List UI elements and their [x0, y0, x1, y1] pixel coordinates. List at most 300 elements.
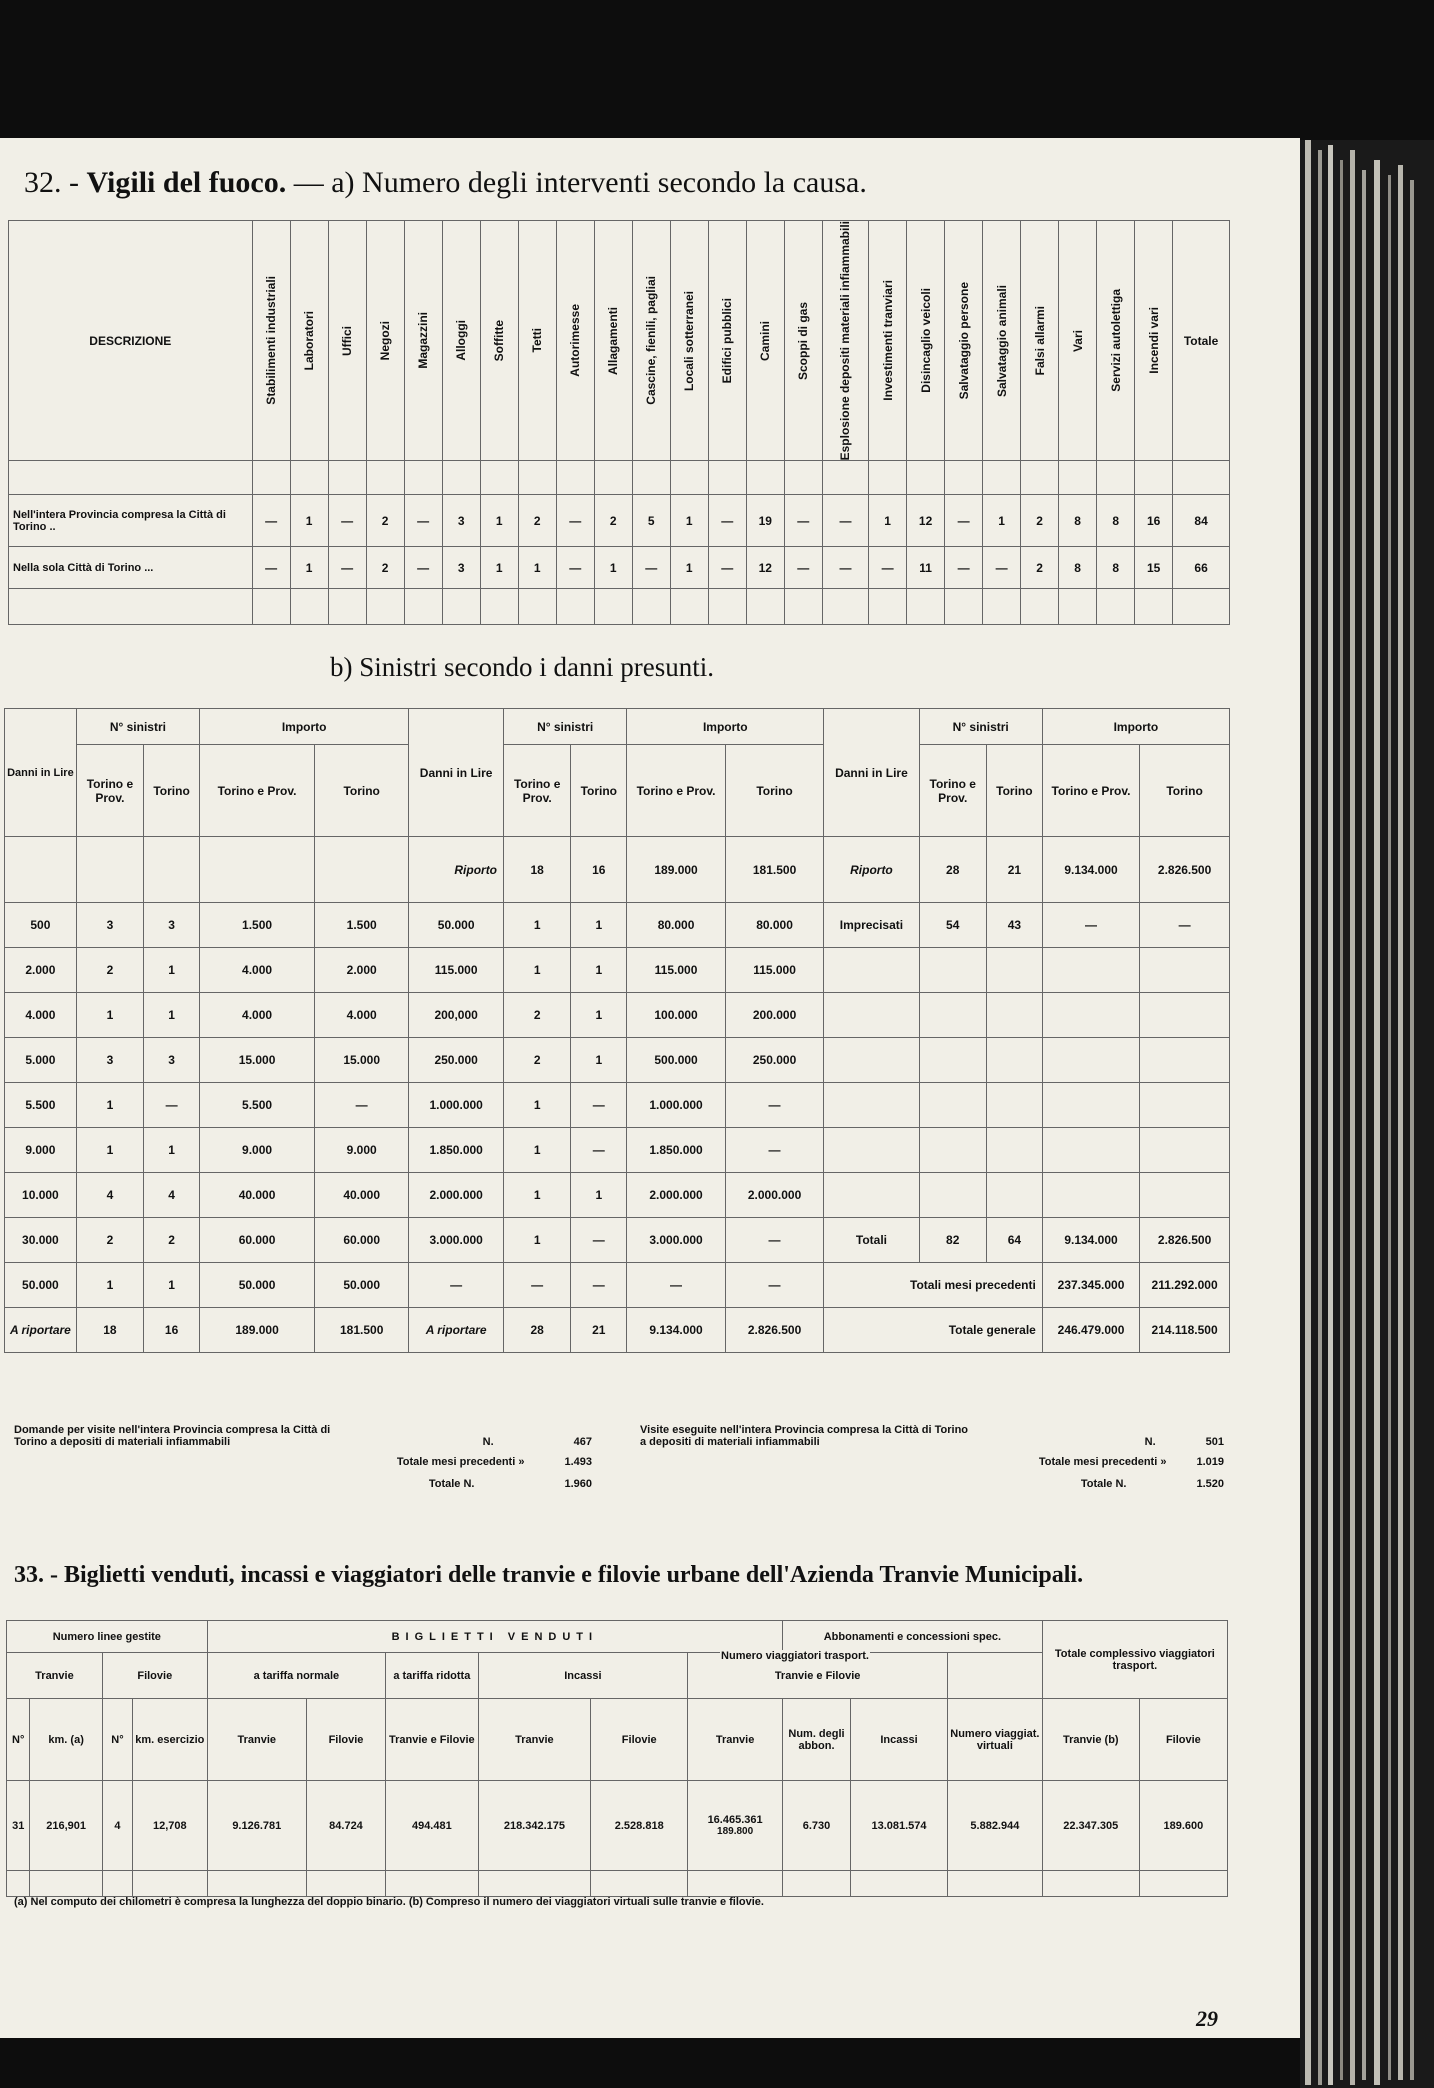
section-b-heading: b) Sinistri secondo i danni presunti. [330, 652, 714, 682]
col-header: Scoppi di gas [784, 221, 822, 461]
cell: 1 [504, 1218, 571, 1263]
col-header: Alloggi [442, 221, 480, 461]
cell: 1.000.000 [409, 1083, 504, 1128]
cell: 1 [144, 993, 200, 1038]
causes-bottom-spacer [9, 589, 1230, 625]
cell: 214.118.500 [1140, 1308, 1230, 1353]
note-label: Totale mesi precedenti » [1038, 1456, 1167, 1468]
damages-row [5, 1083, 1230, 1128]
cell: 50.000 [315, 1263, 409, 1308]
cell: 1 [504, 1173, 571, 1218]
cell: — [708, 495, 746, 547]
cell: — [556, 495, 594, 547]
cell: 10.000 [5, 1173, 77, 1218]
cell: 3.000.000 [627, 1218, 726, 1263]
claims-header: N° sinistri [76, 709, 199, 745]
damages-header-row1 [5, 709, 1230, 745]
subheader: Torino e Prov. [627, 745, 726, 837]
cell: 12 [746, 547, 784, 589]
total-header: Totale [1173, 221, 1230, 461]
cell: 115.000 [725, 948, 824, 993]
cell: 189.000 [200, 1308, 315, 1353]
cell: 9.134.000 [1042, 1218, 1139, 1263]
cell: — [571, 1083, 627, 1128]
cell: 3 [144, 1038, 200, 1083]
cell: — [725, 1263, 824, 1308]
damages-row [5, 903, 1230, 948]
cell: 28 [504, 1308, 571, 1353]
cell: 12,708 [132, 1781, 207, 1871]
damages-row [5, 1038, 1230, 1083]
cell: 12 [907, 495, 945, 547]
cell: 30.000 [5, 1218, 77, 1263]
col-header: Esplosione depositi materiali infiammabili [822, 221, 868, 461]
cell: — [708, 547, 746, 589]
subheader: Torino e Prov. [200, 745, 315, 837]
cell: 22.347.305 [1042, 1781, 1139, 1871]
cell: 2 [144, 1218, 200, 1263]
cell: 2 [366, 495, 404, 547]
cell: 18 [504, 837, 571, 903]
cell: 2.826.500 [1140, 1218, 1230, 1263]
note-line: a depositi di materiali infiammabili [640, 1436, 820, 1448]
cell: 1 [144, 948, 200, 993]
cell: 189.600 [1139, 1781, 1227, 1871]
cell: 1 [480, 495, 518, 547]
col-trolley: Filovie [306, 1699, 385, 1781]
amount-header: Importo [1042, 709, 1229, 745]
cell: 21 [986, 837, 1042, 903]
cell: 1 [144, 1263, 200, 1308]
col-header: Soffitte [480, 221, 518, 461]
carry-over-label: A riportare [409, 1308, 504, 1353]
causes-header-row [9, 221, 1230, 461]
cell: — [571, 1128, 627, 1173]
cell: 4.000 [200, 948, 315, 993]
damages-row [5, 1263, 1230, 1308]
cell: — [404, 547, 442, 589]
damages-row [5, 948, 1230, 993]
section-32-heading: 32. - Vigili del fuoco. — a) Numero degli interventi secondo la causa. [24, 166, 867, 199]
causes-row-provincia [9, 495, 1230, 547]
cell: — [252, 547, 290, 589]
col-header: Magazzini [404, 221, 442, 461]
cell: — [822, 495, 868, 547]
cell: 9.126.781 [207, 1781, 306, 1871]
cell: — [784, 495, 822, 547]
cell: 189.000 [627, 837, 726, 903]
col-header: Autorimesse [556, 221, 594, 461]
col-km-service: km. esercizio [132, 1699, 207, 1781]
cell: 1 [594, 547, 632, 589]
cell: 2 [504, 993, 571, 1038]
cell: 2.826.500 [725, 1308, 824, 1353]
grand-total-label: Totale generale [824, 1308, 1043, 1353]
cell: 200,000 [409, 993, 504, 1038]
cell: 5.500 [200, 1083, 315, 1128]
col-tram-trolley: Tranvie e Filovie [386, 1699, 479, 1781]
cell: 9.134.000 [627, 1308, 726, 1353]
cell: 9.000 [315, 1128, 409, 1173]
cell: 28 [919, 837, 986, 903]
cell: — [315, 1083, 409, 1128]
cell: 1 [76, 1083, 143, 1128]
tickets-data-row [7, 1781, 1228, 1871]
col-header: Cascine, fienili, pagliai [632, 221, 670, 461]
col-n: N° [7, 1699, 30, 1781]
damages-foot-row [5, 1308, 1230, 1353]
cell: 500 [5, 903, 77, 948]
cell: 15 [1135, 547, 1173, 589]
subheader: Torino [144, 745, 200, 837]
damages-header: Danni in Lire [5, 709, 77, 837]
cell: — [409, 1263, 504, 1308]
description-header: DESCRIZIONE [9, 221, 253, 461]
cell: 9.134.000 [1042, 837, 1139, 903]
claims-header: N° sinistri [504, 709, 627, 745]
cell: 54 [919, 903, 986, 948]
cell: 13.081.574 [851, 1781, 948, 1871]
cell: 2.528.818 [591, 1781, 688, 1871]
inspection-requests-note [14, 1424, 592, 1500]
cell: — [632, 547, 670, 589]
note-value: 467 [573, 1436, 592, 1448]
cell: 100.000 [627, 993, 726, 1038]
cell: 494.481 [386, 1781, 479, 1871]
cell: 2 [76, 1218, 143, 1263]
inspections-note [640, 1424, 1224, 1500]
cell: 8 [1097, 547, 1135, 589]
causes-row-citta [9, 547, 1230, 589]
col-header: Salvataggio persone [945, 221, 983, 461]
col-header: Falsi allarmi [1021, 221, 1059, 461]
note-label: N. [1144, 1436, 1156, 1448]
page-number: 29 [1196, 2006, 1218, 2031]
carry-over-label: A riportare [5, 1308, 77, 1353]
cell: 200.000 [725, 993, 824, 1038]
cell: 1 [571, 1173, 627, 1218]
cell: 16 [144, 1308, 200, 1353]
cell: — [725, 1218, 824, 1263]
cell: 1 [571, 993, 627, 1038]
cell: 50.000 [409, 903, 504, 948]
total-cell: 66 [1173, 547, 1230, 589]
cell: 1.850.000 [627, 1128, 726, 1173]
subheader: Torino [315, 745, 409, 837]
cell: — [404, 495, 442, 547]
note-value: 1.493 [564, 1456, 592, 1468]
claims-header: N° sinistri [919, 709, 1042, 745]
cell: 1 [670, 495, 708, 547]
cell: 82 [919, 1218, 986, 1263]
col-header: Investimenti tranviari [869, 221, 907, 461]
causes-spacer-row [9, 461, 1230, 495]
col-tram-b: Tranvie (b) [1042, 1699, 1139, 1781]
cell: 2.000 [315, 948, 409, 993]
cell: 40.000 [200, 1173, 315, 1218]
cell: 9.000 [5, 1128, 77, 1173]
amount-header: Importo [627, 709, 824, 745]
subheader: Torino e Prov. [1042, 745, 1139, 837]
col-header: Uffici [328, 221, 366, 461]
cell: 3 [442, 495, 480, 547]
note-label: Totale N. [1080, 1478, 1127, 1490]
note-label: Totale mesi precedenti » [396, 1456, 525, 1468]
cell: 211.292.000 [1140, 1263, 1230, 1308]
cell: 5.000 [5, 1038, 77, 1083]
carry-forward-label: Riporto [824, 837, 919, 903]
cell: — [556, 547, 594, 589]
cell: — [1042, 903, 1139, 948]
trolley-header: Filovie [102, 1653, 207, 1699]
subheader: Torino [986, 745, 1042, 837]
cell: 4 [76, 1173, 143, 1218]
tram-trolley-header: Tranvie e Filovie [688, 1653, 948, 1699]
cell: 2.000.000 [627, 1173, 726, 1218]
col-header: Edifici pubblici [708, 221, 746, 461]
cell: 43 [986, 903, 1042, 948]
cell: 1 [480, 547, 518, 589]
row-label: Nell'intera Provincia compresa la Città di Torino .. [9, 495, 253, 547]
cell: 216,901 [30, 1781, 102, 1871]
cell: 8 [1059, 547, 1097, 589]
cell: — [945, 547, 983, 589]
damages-table [4, 708, 1230, 1353]
row-label: Nella sola Città di Torino ... [9, 547, 253, 589]
cell: — [627, 1263, 726, 1308]
cell: 1.500 [200, 903, 315, 948]
cell: — [571, 1218, 627, 1263]
cell: 3.000.000 [409, 1218, 504, 1263]
cell: 1 [76, 1263, 143, 1308]
cell: 4 [144, 1173, 200, 1218]
col-header: Negozi [366, 221, 404, 461]
cell: 80.000 [627, 903, 726, 948]
cell: 31 [7, 1781, 30, 1871]
col-header: Tetti [518, 221, 556, 461]
cell: — [144, 1083, 200, 1128]
cell: 1 [571, 948, 627, 993]
col-virtual-passengers: Numero viaggiat. virtuali [948, 1699, 1043, 1781]
tickets-header-row3 [7, 1699, 1228, 1781]
carry-forward-label: Riporto [409, 837, 504, 903]
cell: — [822, 547, 868, 589]
cell: 15.000 [200, 1038, 315, 1083]
note-value: 1.019 [1196, 1456, 1224, 1468]
cell: 64 [986, 1218, 1042, 1263]
cell: 2.000 [5, 948, 77, 993]
cell: 4.000 [200, 993, 315, 1038]
cell: 5 [632, 495, 670, 547]
passenger-filovie-value: 189.800 [717, 1826, 754, 1837]
subheader: Torino e Prov. [504, 745, 571, 837]
col-header: Camini [746, 221, 784, 461]
col-header: Disincaglio veicoli [907, 221, 945, 461]
col-header: Servizi autolettiga [1097, 221, 1135, 461]
total-cell: 84 [1173, 495, 1230, 547]
col-n: N° [102, 1699, 132, 1781]
cell: 9.000 [200, 1128, 315, 1173]
prev-months-label: Totali mesi precedenti [824, 1263, 1043, 1308]
cell: — [725, 1128, 824, 1173]
cell: 16 [571, 837, 627, 903]
cell: 1 [504, 1083, 571, 1128]
section-subtitle: a) Numero degli interventi secondo la causa. [331, 166, 867, 199]
col-tram: Tranvie [207, 1699, 306, 1781]
note-label: N. [482, 1436, 494, 1448]
cell: 1.500 [315, 903, 409, 948]
damages-row [5, 1173, 1230, 1218]
col-header: Incendi vari [1135, 221, 1173, 461]
cell: 2.826.500 [1140, 837, 1230, 903]
cell: 2 [1021, 495, 1059, 547]
tickets-spacer-row [7, 1871, 1228, 1897]
col-header: Locali sotterranei [670, 221, 708, 461]
note-line: Torino a depositi di materiali infiammabili [14, 1436, 231, 1448]
col-header: Laboratori [290, 221, 328, 461]
cell: 5.882.944 [948, 1781, 1043, 1871]
col-subscribers: Num. degli abbon. [782, 1699, 850, 1781]
note-label: Totale N. [428, 1478, 475, 1490]
subheader: Torino e Prov. [76, 745, 143, 837]
cell: 1 [504, 1128, 571, 1173]
note-value: 501 [1205, 1436, 1224, 1448]
cell: 1 [869, 495, 907, 547]
note-line: Domande per visite nell'intera Provincia compresa la Città di [14, 1424, 331, 1436]
passengers-header-label: Numero viaggiatori trasport. [721, 1650, 869, 1662]
cell: 2 [594, 495, 632, 547]
col-header: Vari [1059, 221, 1097, 461]
cell: 1 [290, 547, 328, 589]
tram-header: Tranvie [7, 1653, 103, 1699]
cell: 60.000 [200, 1218, 315, 1263]
cell: 1 [518, 547, 556, 589]
cell: 181.500 [725, 837, 824, 903]
cell: 115.000 [627, 948, 726, 993]
cell: — [571, 1263, 627, 1308]
cell: 1.000.000 [627, 1083, 726, 1128]
cell: 11 [907, 547, 945, 589]
cell: — [784, 547, 822, 589]
section-title: Vigili del fuoco. [86, 166, 287, 199]
normal-fare-header: a tariffa normale [207, 1653, 385, 1699]
cell: 250.000 [725, 1038, 824, 1083]
amount-header: Importo [200, 709, 409, 745]
cell: 2.000.000 [725, 1173, 824, 1218]
footnote: (a) Nel computo dei chilometri è compresa la lunghezza del doppio binario. (b) Compreso il numero dei viaggiatori virtuali sulle tranvie e filovie. [14, 1896, 764, 1908]
cell: — [252, 495, 290, 547]
cell: 18 [76, 1308, 143, 1353]
cell: 15.000 [315, 1038, 409, 1083]
tickets-sold-header: BIGLIETTI VENDUTI [207, 1621, 782, 1653]
causes-table [8, 220, 1230, 625]
cell: 237.345.000 [1042, 1263, 1139, 1308]
col-header: Stabilimenti industriali [252, 221, 290, 461]
damages-header: Danni in Lire [409, 709, 504, 837]
section-33-heading: 33. - Biglietti venduti, incassi e viaggiatori delle tranvie e filovie urbane dell'Azienda Tranvie Municipali. [14, 1562, 1084, 1588]
cell: 4.000 [5, 993, 77, 1038]
cell: — [328, 495, 366, 547]
col-receipts: Incassi [851, 1699, 948, 1781]
col-trolley: Filovie [1139, 1699, 1227, 1781]
total-passengers-header: Totale complessivo viaggiatori trasport. [1042, 1621, 1227, 1699]
cell: 2 [1021, 547, 1059, 589]
cell: 1 [571, 903, 627, 948]
cell: 8 [1097, 495, 1135, 547]
cell: 21 [571, 1308, 627, 1353]
subscriptions-header: Abbonamenti e concessioni spec. [782, 1621, 1042, 1653]
cell: 250.000 [409, 1038, 504, 1083]
cell: — [945, 495, 983, 547]
cell: — [983, 547, 1021, 589]
subheader: Torino [1140, 745, 1230, 837]
cell: 19 [746, 495, 784, 547]
cell: 5.500 [5, 1083, 77, 1128]
cell: 8 [1059, 495, 1097, 547]
cell: 2.000.000 [409, 1173, 504, 1218]
cell: 84.724 [306, 1781, 385, 1871]
imprecise-label: Imprecisati [824, 903, 919, 948]
cell: 218.342.175 [478, 1781, 591, 1871]
cell: 1 [76, 993, 143, 1038]
cell: 3 [76, 1038, 143, 1083]
col-header: Allagamenti [594, 221, 632, 461]
damages-row [5, 1128, 1230, 1173]
col-km: km. (a) [30, 1699, 102, 1781]
col-trolley: Filovie [591, 1699, 688, 1781]
note-line: Visite eseguite nell'intera Provincia compresa la Città di Torino [640, 1424, 969, 1436]
section-number: 32. [24, 166, 62, 199]
cell: 1 [504, 903, 571, 948]
cell: 3 [76, 903, 143, 948]
cell: — [1140, 903, 1230, 948]
damages-riporto-row [5, 837, 1230, 903]
cell: 16 [1135, 495, 1173, 547]
cell: 2 [504, 1038, 571, 1083]
cell: 4 [102, 1781, 132, 1871]
cell: 1.850.000 [409, 1128, 504, 1173]
cell: 60.000 [315, 1218, 409, 1263]
cell: 80.000 [725, 903, 824, 948]
cell: 16.465.361 189.800 [688, 1781, 783, 1871]
damages-header: Danni in Lire [824, 709, 919, 837]
cell: 246.479.000 [1042, 1308, 1139, 1353]
cell: — [504, 1263, 571, 1308]
cell: 181.500 [315, 1308, 409, 1353]
cell: 1 [144, 1128, 200, 1173]
cell: 2 [76, 948, 143, 993]
cell: 1 [76, 1128, 143, 1173]
cell: — [725, 1083, 824, 1128]
cell: 1 [504, 948, 571, 993]
cell: 1 [290, 495, 328, 547]
subheader: Torino e Prov. [919, 745, 986, 837]
damages-header-row2 [5, 745, 1230, 837]
cell: 6.730 [782, 1781, 850, 1871]
cell: 500.000 [627, 1038, 726, 1083]
cell: 1 [983, 495, 1021, 547]
cell: 115.000 [409, 948, 504, 993]
lines-header: Numero linee gestite [7, 1621, 208, 1653]
cell: 2 [518, 495, 556, 547]
col-tram: Tranvie [688, 1699, 783, 1781]
cell: 50.000 [200, 1263, 315, 1308]
damages-row [5, 993, 1230, 1038]
reduced-fare-header: a tariffa ridotta [386, 1653, 479, 1699]
cell: 4.000 [315, 993, 409, 1038]
cell: 3 [442, 547, 480, 589]
cell: — [328, 547, 366, 589]
